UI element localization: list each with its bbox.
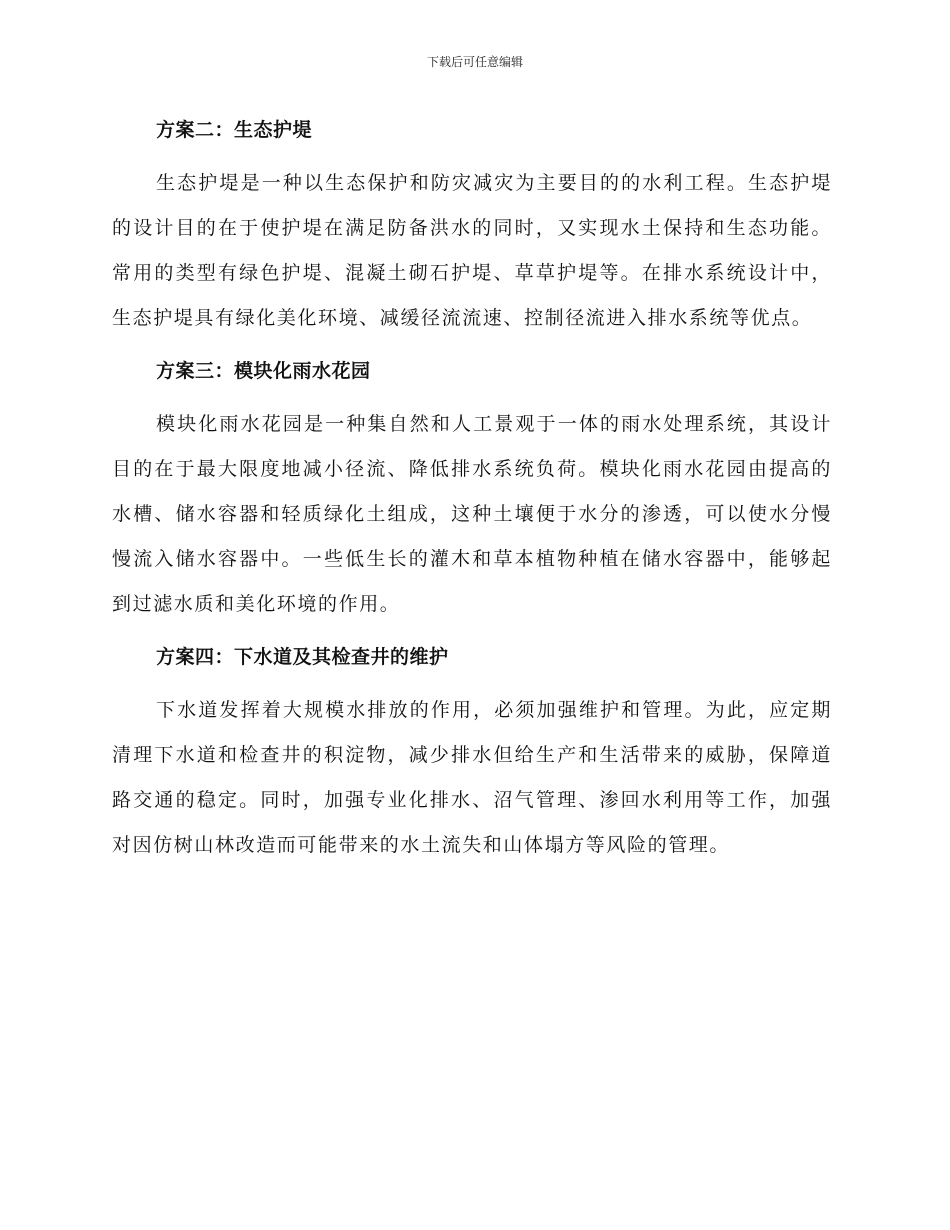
section-paragraph: 下水道发挥着大规模水排放的作用，必须加强维护和管理。为此，应定期清理下水道和检查井的积淀物，减少排水但给生产和生活带来的威胁，保障道路交通的稳定。同时，加强专业化排水、沼气管理、渗回水利用等工作，加强对因仿树山林改造而可能带来的水土流失和山体塌方等风险的管理。 [112, 699, 832, 856]
section-heading: 方案三：模块化雨水花园 [156, 360, 371, 382]
section-plan-2 [112, 108, 832, 341]
section-heading: 方案二：生态护堤 [156, 119, 313, 141]
section-heading: 方案四：下水道及其检查井的维护 [156, 646, 449, 668]
section-paragraph: 模块化雨水花园是一种集自然和人工景观于一体的雨水处理系统，其设计目的在于最大限度地减小径流、降低排水系统负荷。模块化雨水花园由提高的水槽、储水容器和轻质绿化土组成，这种土壤便于水分的渗透，可以使水分慢慢流入储水容器中。一些低生长的灌木和草本植物种植在储水容器中，能够起到过滤水质和美化环境的作用。 [112, 413, 832, 615]
document-body [112, 108, 832, 876]
section-plan-4 [112, 635, 832, 868]
section-plan-3 [112, 349, 832, 627]
page-header: 下载后可任意编辑 [426, 55, 523, 69]
section-paragraph: 生态护堤是一种以生态保护和防灾减灾为主要目的的水利工程。生态护堤的设计目的在于使护堤在满足防备洪水的同时，又实现水土保持和生态功能。常用的类型有绿色护堤、混凝土砌石护堤、草草护堤等。在排水系统设计中，生态护堤具有绿化美化环境、减缓径流流速、控制径流进入排水系统等优点。 [112, 172, 832, 329]
